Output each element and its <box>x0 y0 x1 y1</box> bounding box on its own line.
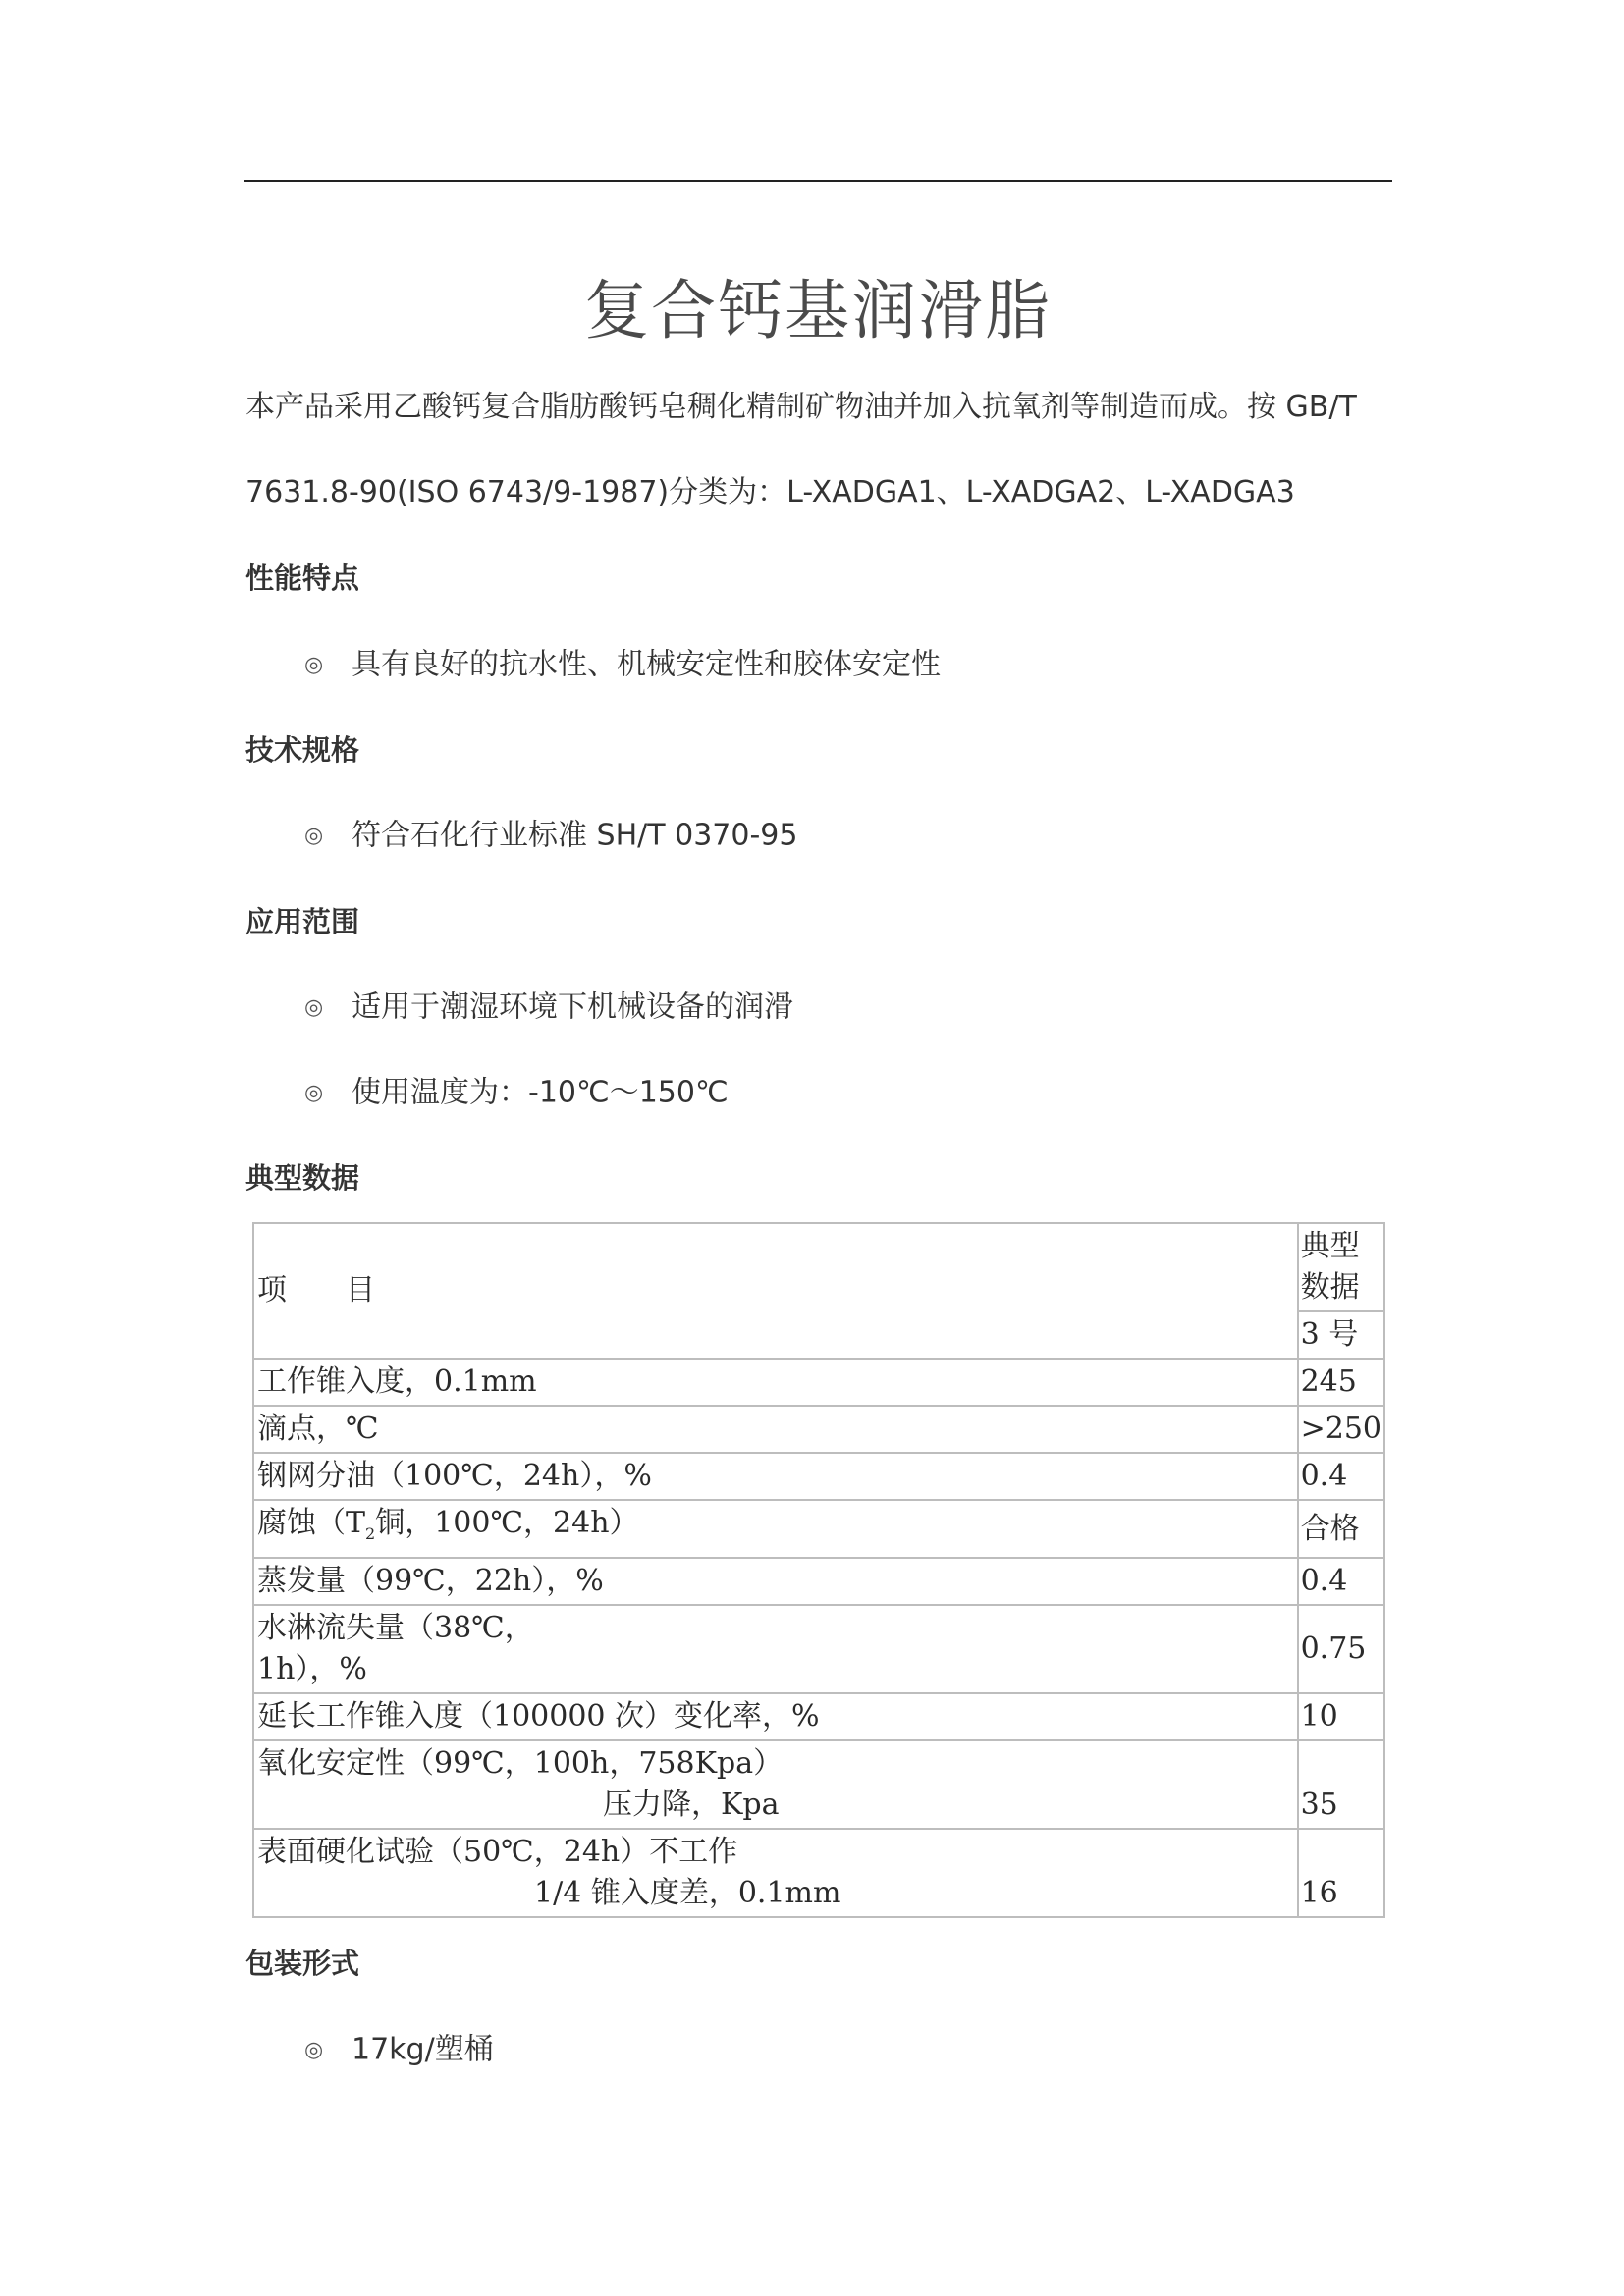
bullet-icon: ◎ <box>304 652 324 677</box>
table-cell-value: 245 <box>1298 1359 1384 1406</box>
table-row <box>253 1558 1384 1605</box>
bullet-icon: ◎ <box>304 2037 324 2062</box>
heading-packaging: 包装形式 <box>245 1947 360 1980</box>
table-header-item: 项 目 <box>253 1223 1298 1359</box>
table-cell-item-line-1: 水淋流失量（38℃， <box>257 1611 534 1645</box>
table-cell-item: 工作锥入度，0.1mm <box>253 1359 1298 1406</box>
intro-line-2: 7631.8-90(ISO 6743/9-1987)分类为：L-XADGA1、L-XADGA2、L-XADGA3 <box>245 475 1295 509</box>
table-cell-item-post: 铜，100℃，24h） <box>375 1506 639 1540</box>
table-row <box>253 1605 1384 1693</box>
table-cell-item-line-2: 1/4 锥入度差，0.1mm <box>534 1876 841 1910</box>
page-title: 复合钙基润滑脂 <box>584 273 1052 348</box>
table-row <box>253 1500 1384 1558</box>
bullet-icon: ◎ <box>304 994 324 1020</box>
table-cell-value: 16 <box>1298 1829 1384 1917</box>
table-header-grade: 3 号 <box>1298 1311 1384 1359</box>
table-cell-item-pre: 腐蚀（T <box>257 1506 366 1540</box>
table-cell-value: 35 <box>1298 1740 1384 1829</box>
table-cell-item: 钢网分油（100℃，24h），% <box>253 1453 1298 1500</box>
header-rule <box>244 180 1392 182</box>
table-cell-item <box>253 1829 1298 1917</box>
heading-application: 应用范围 <box>245 905 360 938</box>
table-cell-item-line-1: 表面硬化试验（50℃，24h）不工作 <box>257 1835 738 1869</box>
list-item-text: 具有良好的抗水性、机械安定性和胶体安定性 <box>352 647 941 682</box>
list-item-text: 符合石化行业标准 SH/T 0370-95 <box>352 818 798 853</box>
table-cell-value: 0.4 <box>1298 1453 1384 1500</box>
heading-features: 性能特点 <box>245 561 360 595</box>
table-cell-item: 滴点，℃ <box>253 1406 1298 1453</box>
list-item <box>304 988 793 1028</box>
table-cell-item-line-1: 氧化安定性（99℃，100h，758Kpa） <box>257 1746 784 1781</box>
heading-specs: 技术规格 <box>245 733 360 767</box>
list-item <box>304 1073 729 1113</box>
list-item <box>304 2030 494 2070</box>
heading-typical-data: 典型数据 <box>245 1161 360 1195</box>
table-cell-value: 10 <box>1298 1693 1384 1740</box>
table-cell-item <box>253 1500 1298 1558</box>
list-item <box>304 645 941 685</box>
table-cell-item: 延长工作锥入度（100000 次）变化率，% <box>253 1693 1298 1740</box>
table-row <box>253 1740 1384 1829</box>
intro-line-1: 本产品采用乙酸钙复合脂肪酸钙皂稠化精制矿物油并加入抗氧剂等制造而成。按 GB/T <box>245 390 1357 424</box>
table-row <box>253 1693 1384 1740</box>
table-row <box>253 1359 1384 1406</box>
list-item <box>304 816 797 856</box>
bullet-icon: ◎ <box>304 1080 324 1105</box>
table-cell-value: >250 <box>1298 1406 1384 1453</box>
table-cell-value: 0.4 <box>1298 1558 1384 1605</box>
table-header-value: 典型数据 <box>1298 1223 1384 1311</box>
table-row <box>253 1829 1384 1917</box>
table-row <box>253 1406 1384 1453</box>
table-cell-item-line-2: 压力降，Kpa <box>603 1788 780 1822</box>
table-cell-value: 0.75 <box>1298 1605 1384 1693</box>
table-cell-item-sub: 2 <box>365 1524 376 1543</box>
bullet-icon: ◎ <box>304 823 324 848</box>
typical-data-table <box>252 1222 1385 1918</box>
table-cell-item: 蒸发量（99℃，22h），% <box>253 1558 1298 1605</box>
table-row <box>253 1453 1384 1500</box>
table-cell-item <box>253 1605 1298 1693</box>
table-cell-value: 合格 <box>1298 1500 1384 1558</box>
list-item-text: 适用于潮湿环境下机械设备的润滑 <box>352 989 793 1025</box>
table-cell-item-line-2: 1h），% <box>257 1652 367 1686</box>
table-cell-item <box>253 1740 1298 1829</box>
list-item-text: 使用温度为：-10℃～150℃ <box>352 1075 729 1110</box>
list-item-text: 17kg/塑桶 <box>352 2032 494 2067</box>
